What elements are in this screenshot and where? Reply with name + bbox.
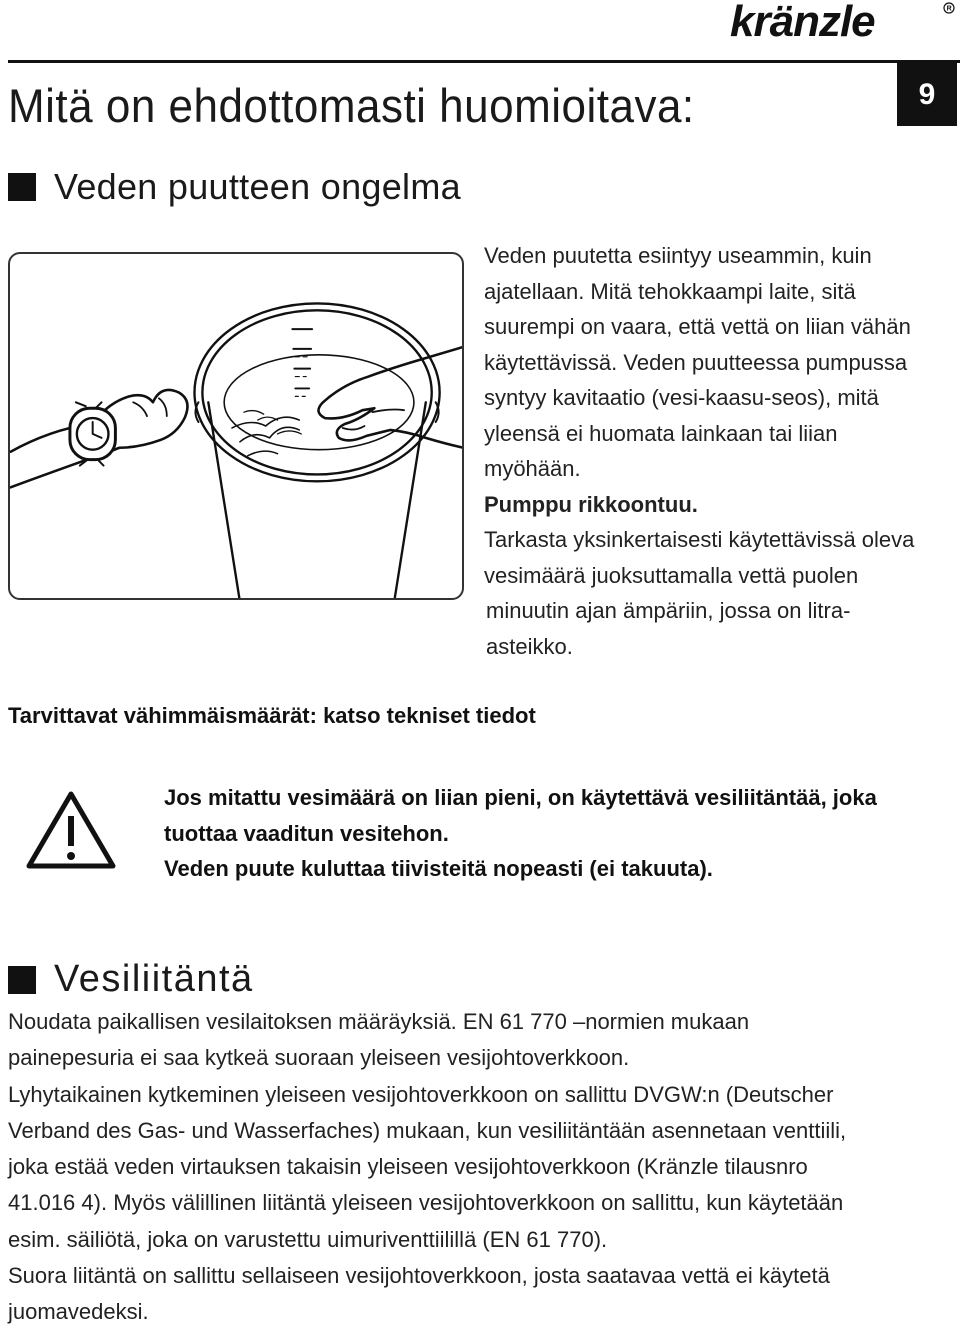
- section-title: Vesiliitäntä: [54, 958, 254, 1000]
- text-line: Lyhytaikainen kytkeminen yleiseen vesijohtoverkkoon on sallittu DVGW:n (Deutscher: [8, 1081, 834, 1107]
- min-quantities-note: Tarvittavat vähimmäismäärät: katso tekniset tiedot: [8, 703, 536, 728]
- watch-hand-bucket-illustration: [10, 254, 462, 598]
- pump-breaks-note: Pumppu rikkoontuu.: [484, 491, 698, 517]
- text-line: 41.016 4). Myös välillinen liitäntä yleiseen vesijohtoverkkoon on sallittu, kun käytetään: [8, 1190, 844, 1216]
- section-heading-water-shortage: [8, 166, 461, 208]
- text-line: myöhään.: [484, 456, 581, 481]
- text-line: juomavedeksi.: [8, 1299, 149, 1325]
- warning-line: tuottaa vaaditun vesitehon.: [164, 820, 449, 846]
- text-line: suurempi on vaara, että vettä on liian vähän: [484, 314, 911, 339]
- text-line: painepesuria ei saa kytkeä suoraan yleiseen vesijohtoverkkoon.: [8, 1045, 630, 1071]
- text-line: Suora liitäntä on sallittu sellaiseen vesijohtoverkkoon, josta saatavaa vettä ei käytetä: [8, 1263, 830, 1289]
- text-line: Tarkasta yksinkertaisesti käytettävissä oleva: [484, 527, 915, 552]
- warning-triangle-icon: [26, 790, 116, 870]
- page-number: 9: [918, 77, 936, 111]
- text-line: Verband des Gas- und Wasserfaches) mukaan, kun vesiliitäntään asennetaan venttiili,: [8, 1117, 847, 1143]
- kranzle-logo: [730, 2, 956, 42]
- text-line: yleensä ei huomata lainkaan tai liian: [484, 420, 838, 446]
- text-line: syntyy kavitaatio (vesi-kaasu-seos), mitä: [484, 385, 879, 410]
- text-line: joka estää veden virtauksen takaisin yleiseen vesijohtoverkkoon (Kränzle tilausnro: [8, 1154, 808, 1180]
- text-line: Veden puutetta esiintyy useammin, kuin: [484, 243, 872, 268]
- text-line: minuutin ajan ämpäriin, jossa on litra-: [486, 598, 851, 623]
- text-line: ajatellaan. Mitä tehokkaampi laite, sitä: [484, 278, 856, 304]
- bullet-square-icon: [8, 966, 36, 994]
- header-rule: [8, 60, 960, 63]
- brand-wordmark: kränzle: [730, 2, 875, 42]
- section-title: Veden puutteen ongelma: [54, 166, 461, 207]
- section-heading-water-connection: [8, 958, 254, 1001]
- illustration-frame: [8, 252, 464, 600]
- text-line: asteikko.: [486, 633, 573, 659]
- water-connection-text: [8, 1004, 956, 1331]
- warning-line: Veden puute kuluttaa tiivisteitä nopeasti (ei takuuta).: [164, 856, 713, 881]
- warning-line: Jos mitattu vesimäärä on liian pieni, on käytettävä vesiliitäntää, joka: [164, 785, 877, 810]
- text-line: Noudata paikallisen vesilaitoksen määräyksiä. EN 61 770 –normien mukaan: [8, 1009, 750, 1034]
- water-shortage-text: [484, 238, 958, 664]
- bullet-square-icon: [8, 173, 36, 201]
- text-line: esim. säiliötä, joka on varustettu uimuriventtiilillä (EN 61 770).: [8, 1226, 608, 1252]
- page-title: Mitä on ehdottomasti huomioitava:: [8, 80, 695, 133]
- page-number-badge: [897, 63, 957, 126]
- text-line: vesimäärä juoksuttamalla vettä puolen: [484, 562, 859, 588]
- text-line: käytettävissä. Veden puutteessa pumpussa: [484, 349, 908, 375]
- svg-text:R: R: [946, 5, 952, 13]
- warning-text: [164, 780, 954, 887]
